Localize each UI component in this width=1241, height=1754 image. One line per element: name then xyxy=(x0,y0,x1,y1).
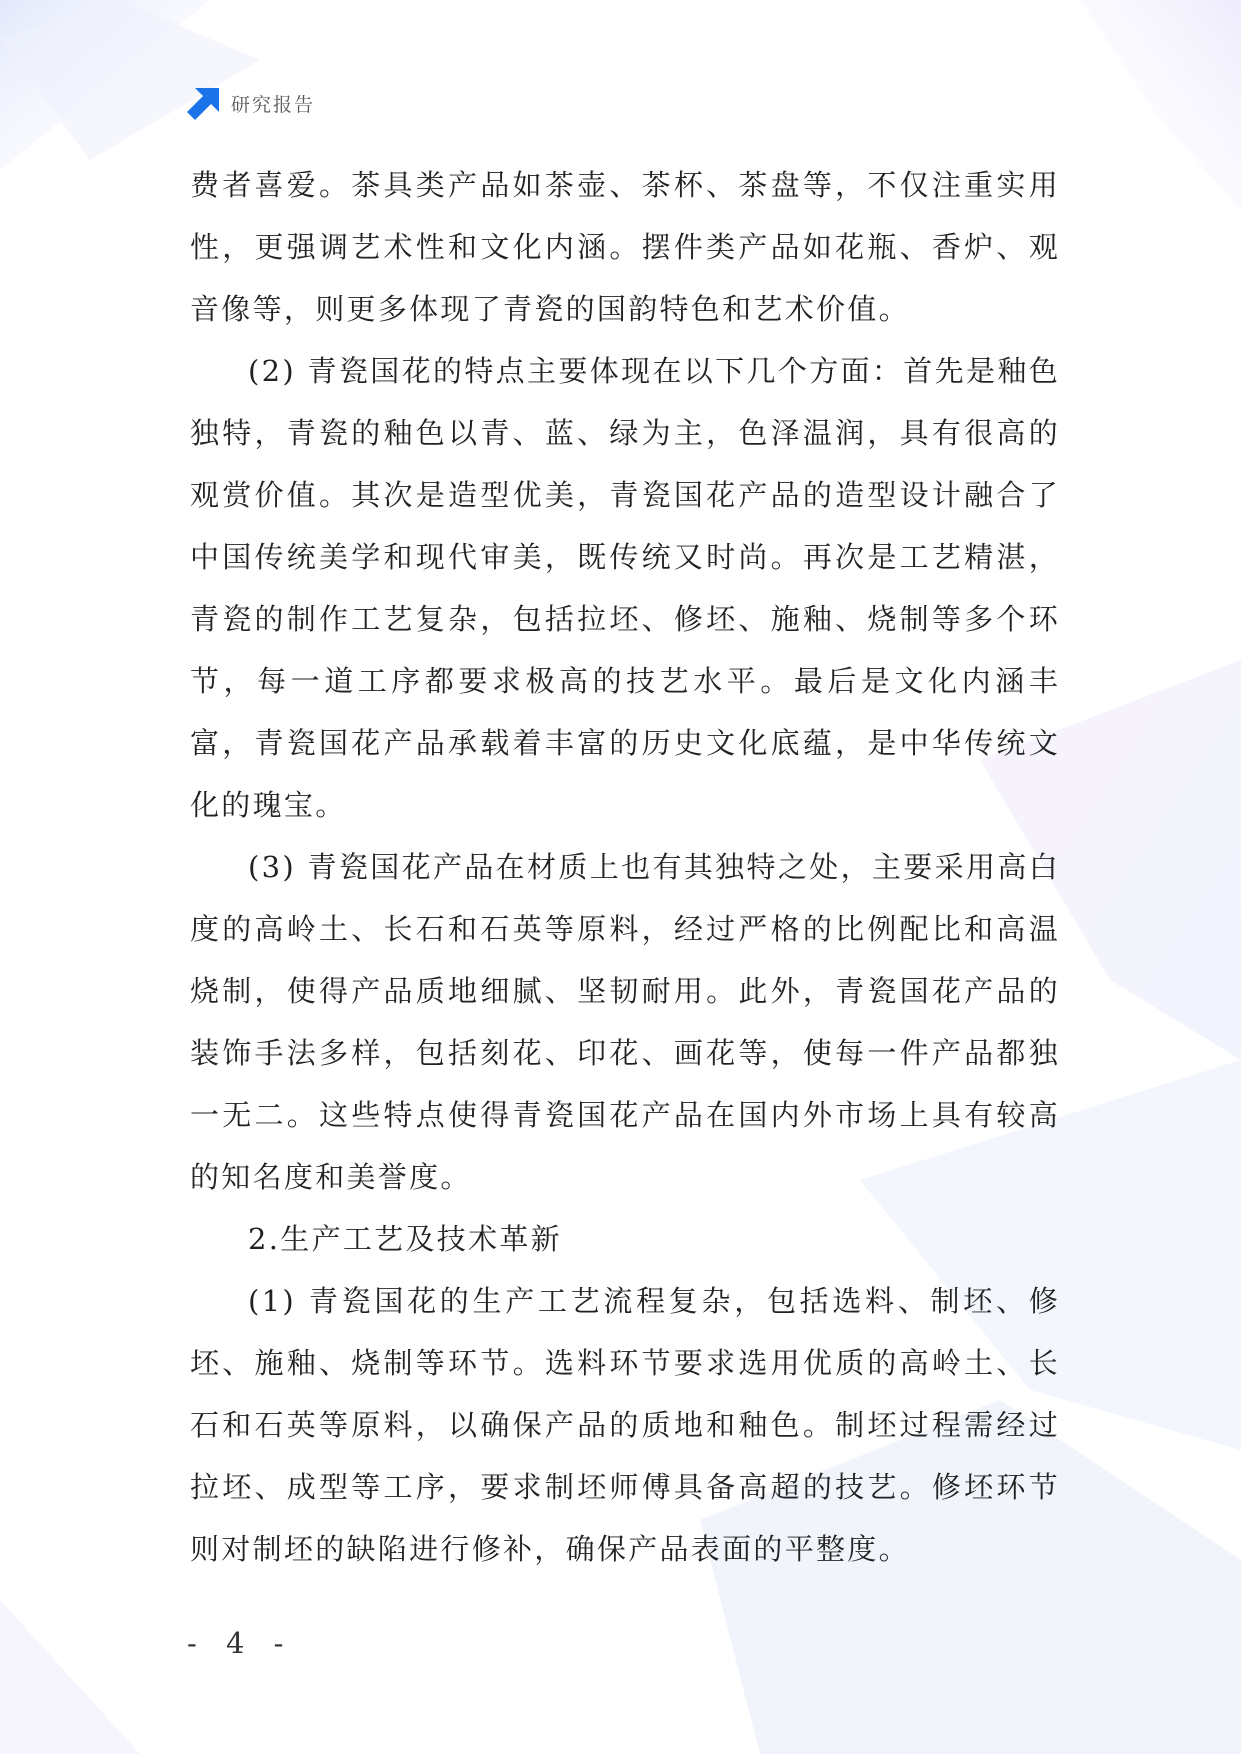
paragraph-continued: 费者喜爱。茶具类产品如茶壶、茶杯、茶盘等，不仅注重实用性，更强调艺术性和文化内涵。摆件类产品如花瓶、香炉、观音像等，则更多体现了青瓷的国韵特色和艺术价值。 xyxy=(190,168,1060,326)
section-heading: 2.生产工艺及技术革新 xyxy=(248,1222,562,1256)
paragraph-materials: (3) 青瓷国花产品在材质上也有其独特之处，主要采用高白度的高岭土、长石和石英等原料，经过严格的比例配比和高温烧制，使得产品质地细腻、坚韧耐用。此外，青瓷国花产品的装饰手法多样，包括刻花、印花、画花等，使每一件产品都独一无二。这些特点使得青瓷国花产品在国内外市场上具有较高的知名度和美誉度。 xyxy=(190,850,1060,1194)
arrow-up-right-icon xyxy=(187,86,221,120)
header-title: 研究报告 xyxy=(231,93,316,116)
document-body xyxy=(190,154,1060,1580)
document-header xyxy=(187,86,315,120)
paragraph-process: (1) 青瓷国花的生产工艺流程复杂，包括选料、制坯、修坯、施釉、烧制等环节。选料环节要求选用优质的高岭土、长石和石英等原料，以确保产品的质地和釉色。制坯过程需经过拉坯、成型等工序，要求制坯师傅具备高超的技艺。修坯环节则对制坯的缺陷进行修补，确保产品表面的平整度。 xyxy=(190,1284,1060,1566)
page-number: - 4 - xyxy=(187,1626,294,1660)
paragraph-features: (2) 青瓷国花的特点主要体现在以下几个方面：首先是釉色独特，青瓷的釉色以青、蓝、绿为主，色泽温润，具有很高的观赏价值。其次是造型优美，青瓷国花产品的造型设计融合了中国传统美学和现代审美，既传统又时尚。再次是工艺精湛，青瓷的制作工艺复杂，包括拉坯、修坯、施釉、烧制等多个环节，每一道工序都要求极高的技艺水平。最后是文化内涵丰富，青瓷国花产品承载着丰富的历史文化底蕴，是中华传统文化的瑰宝。 xyxy=(190,354,1060,822)
